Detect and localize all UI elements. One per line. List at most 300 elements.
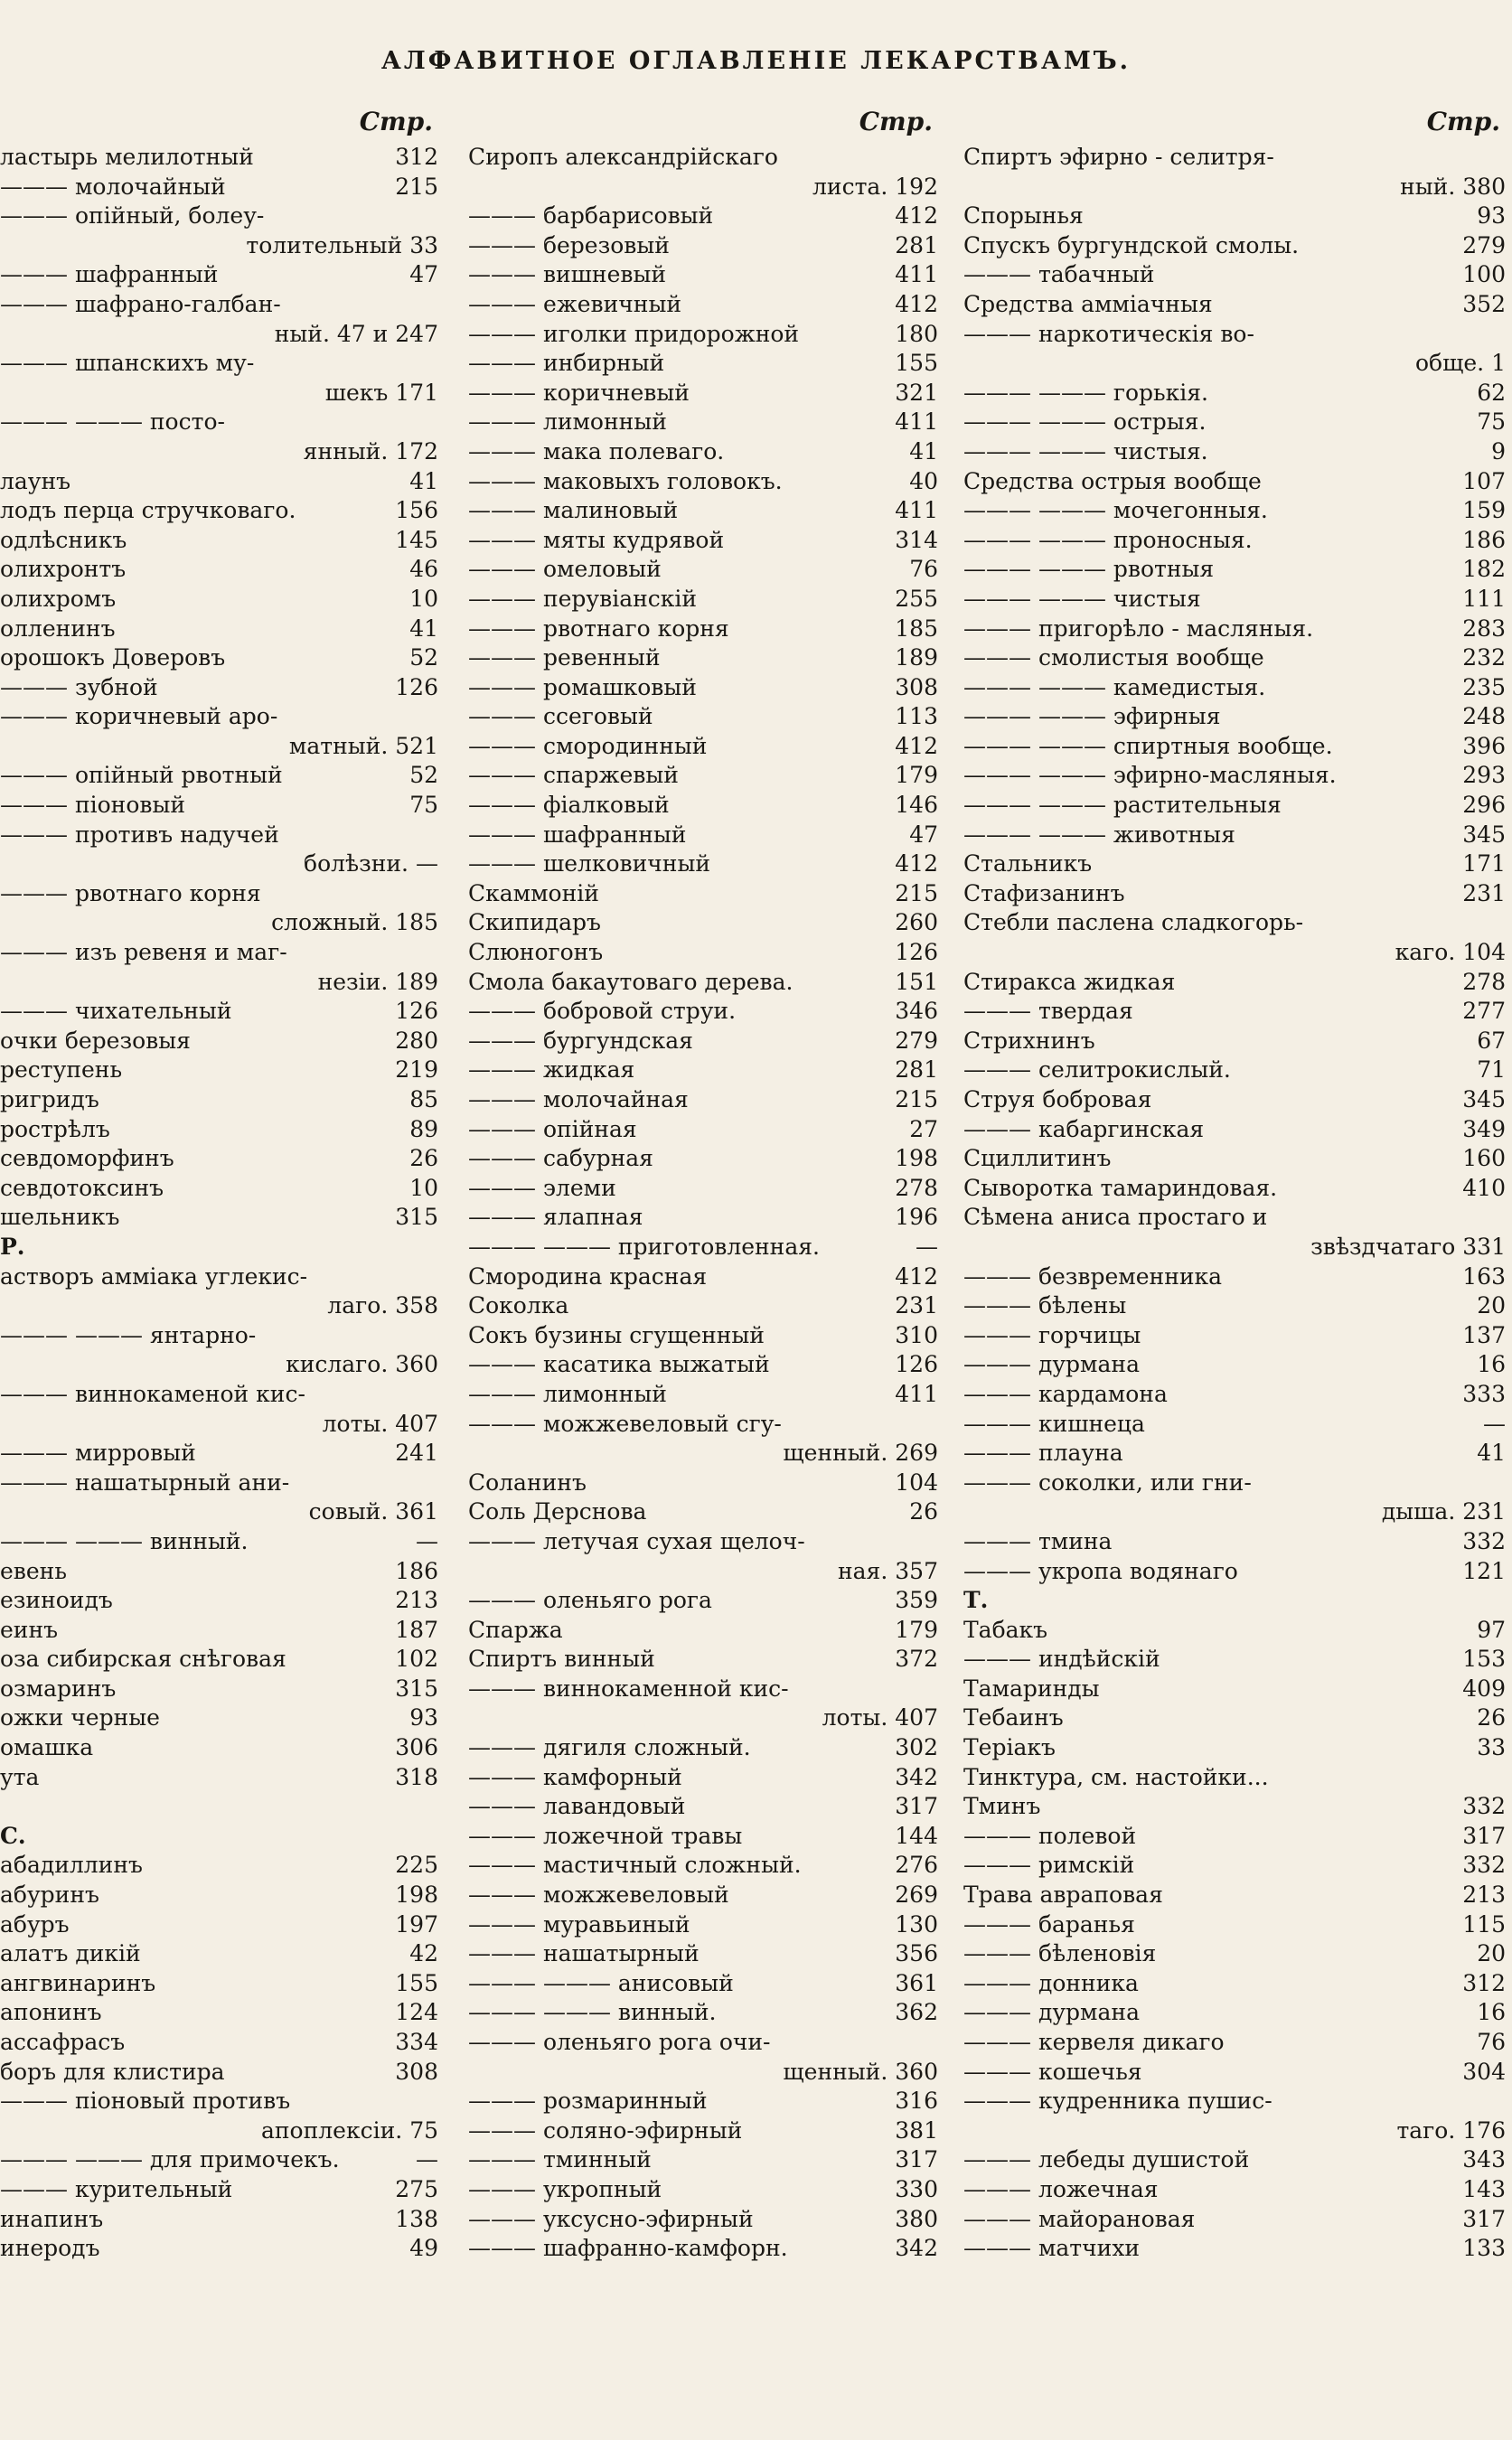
entry-text: севдоморфинъ [0, 1145, 174, 1172]
entry-text: ——— горчицы [963, 1321, 1141, 1348]
entry-text: шекъ [324, 379, 389, 406]
index-entry [963, 1056, 1506, 1085]
entry-text: ——— ложечная [963, 2175, 1159, 2202]
index-entry [468, 496, 938, 526]
index-entry [963, 1527, 1506, 1557]
index-entry [468, 290, 938, 320]
entry-text: олихромъ [0, 585, 117, 612]
page-number: 107 [1462, 467, 1506, 494]
entry-text: ——— индѣйскій [963, 1646, 1160, 1673]
page-number: 396 [1462, 732, 1506, 759]
index-entry [0, 1910, 438, 1940]
entry-text: лаго. [327, 1292, 389, 1319]
entry-text: ——— укропный [468, 2175, 662, 2202]
index-entry [0, 1203, 438, 1233]
index-entry [0, 496, 438, 526]
index-entry [963, 437, 1506, 467]
entry-text: ——— лебеды душистой [963, 2146, 1250, 2173]
index-entry [0, 2028, 438, 2058]
entry-text: ——— виннокаменой кис- [0, 1380, 305, 1407]
page-number: 409 [1462, 1675, 1506, 1702]
entry-text: ——— укропа водянаго [963, 1557, 1238, 1584]
index-entry [468, 1233, 938, 1262]
page-number: 52 [409, 644, 438, 671]
index-entry [963, 1792, 1506, 1822]
entry-text: ——— шафрано-галбан- [0, 290, 281, 317]
entry-text: ——— кабаргинская [963, 1115, 1205, 1142]
index-entry [0, 938, 438, 968]
entry-text: ——— твердая [963, 998, 1133, 1025]
index-entry [468, 2205, 938, 2235]
page-number: 312 [395, 144, 438, 170]
page-number: 179 [895, 762, 938, 789]
index-entry [0, 1881, 438, 1910]
entry-text: олихронтъ [0, 556, 127, 583]
page-number: 277 [1462, 998, 1506, 1025]
index-entry [468, 908, 938, 938]
entry-text: ——— виннокаменной кис- [468, 1675, 789, 1702]
page-number: 247 [395, 320, 438, 347]
entry-text: ——— летучая сухая щелоч- [468, 1527, 805, 1554]
entry-text: лоты. [322, 1410, 389, 1437]
index-entry [0, 320, 438, 350]
page-number: 412 [895, 1262, 938, 1290]
page-number: 306 [395, 1734, 438, 1761]
index-entry [468, 1439, 938, 1469]
entry-text: шельникъ [0, 1204, 120, 1231]
index-entry [963, 1027, 1506, 1056]
entry-text: Стрихнинъ [963, 1027, 1095, 1054]
page-number: 357 [895, 1557, 938, 1584]
index-entry [468, 1497, 938, 1527]
entry-text: ——— коричневый [468, 379, 690, 406]
index-entry [468, 2058, 938, 2088]
index-entry [0, 1174, 438, 1204]
entry-text: ——— опійный, болеу- [0, 202, 265, 230]
index-entry [963, 349, 1506, 379]
page-number: 312 [1462, 1969, 1506, 1996]
page-column-label: Стр. [859, 107, 933, 136]
page-number: 144 [895, 1822, 938, 1849]
page-number: 97 [1477, 1616, 1506, 1643]
index-entry [0, 1586, 438, 1616]
page-number: — [416, 2146, 438, 2173]
index-entry [0, 732, 438, 762]
page-number: 197 [395, 1910, 438, 1938]
page-number: 411 [895, 261, 938, 288]
index-entry [963, 968, 1506, 998]
index-entry [468, 1586, 938, 1616]
page-number: 20 [1477, 1292, 1506, 1319]
index-entry [963, 526, 1506, 556]
page-number: 75 [409, 2116, 438, 2144]
page-number: 185 [395, 909, 438, 936]
entry-text: ——— ——— чистыя [963, 585, 1201, 612]
index-entry [0, 349, 438, 379]
index-entry [963, 1616, 1506, 1646]
index-entry [468, 1910, 938, 1940]
index-entry [468, 2116, 938, 2146]
entry-text: ——— кардамона [963, 1380, 1168, 1407]
index-entry [0, 791, 438, 821]
index-entry [963, 1410, 1506, 1440]
page-number: 317 [895, 2146, 938, 2173]
page-number: 362 [895, 1999, 938, 2026]
index-entry [0, 2116, 438, 2146]
index-entry [0, 1410, 438, 1440]
index-column-3 [963, 107, 1506, 2264]
page-number: 278 [895, 1174, 938, 1201]
page-column-label: Стр. [359, 107, 433, 136]
page-number: 293 [1462, 762, 1506, 789]
page-number: — [416, 850, 438, 877]
index-entry [0, 1763, 438, 1793]
page-number: 215 [895, 1086, 938, 1112]
index-entry [468, 1733, 938, 1763]
entry-text: ——— ялапная [468, 1204, 643, 1231]
page-number: 133 [1462, 2235, 1506, 2262]
entry-text: ——— наркотическія во- [963, 320, 1254, 347]
index-entry [963, 1822, 1506, 1852]
entry-text: ——— ложечной травы [468, 1822, 743, 1849]
entry-text: ——— римскій [963, 1852, 1135, 1879]
page-number: 255 [895, 585, 938, 612]
page-number: 75 [409, 792, 438, 819]
page-number: 189 [395, 968, 438, 995]
page-title: АЛФАВИТНОЕ ОГЛАВЛЕНІЕ ЛЕКАРСТВАМЪ. [380, 47, 1132, 75]
page-number: 33 [409, 231, 438, 258]
entry-text: ——— шафранный [468, 821, 687, 848]
page-number: 310 [895, 1321, 938, 1348]
page-number: 412 [895, 850, 938, 877]
entry-text: ——— малиновый [468, 497, 679, 524]
index-entry [963, 143, 1506, 173]
index-entry [468, 821, 938, 850]
page-number: 241 [395, 1440, 438, 1467]
index-entry [0, 1969, 438, 1999]
page-number: 215 [895, 879, 938, 906]
entry-text: ассафрасъ [0, 2029, 126, 2055]
entry-text: ——— тминный [468, 2146, 652, 2173]
entry-text: Смородина красная [468, 1262, 708, 1290]
page-number: 330 [895, 2175, 938, 2202]
entry-text: ——— ——— приготовленная. [468, 1233, 820, 1260]
entry-text: ——— тмина [963, 1527, 1113, 1554]
entry-text: озмаринъ [0, 1675, 117, 1702]
entry-text: ——— уксусно-эфирный [468, 2205, 754, 2232]
page-number: 345 [1462, 821, 1506, 848]
index-entry [468, 1703, 938, 1733]
entry-text: ——— ——— проносныя. [963, 526, 1253, 553]
entry-text: Стальникъ [963, 850, 1093, 877]
entry-text: ——— ——— анисовый [468, 1969, 734, 1996]
entry-text: Спускъ бургундской смолы. [963, 231, 1300, 258]
index-entry [0, 1497, 438, 1527]
entry-text: Сиропъ александрійскаго [468, 144, 778, 170]
index-entry [468, 1085, 938, 1115]
index-entry [468, 997, 938, 1027]
section-letter [963, 1586, 1506, 1616]
index-entry [963, 879, 1506, 909]
page-number: 189 [895, 644, 938, 671]
index-entry [0, 1027, 438, 1056]
index-entry [468, 437, 938, 467]
page-number: 171 [395, 379, 438, 406]
entry-text: Сциллитинъ [963, 1145, 1112, 1172]
page-number: 361 [895, 1969, 938, 1996]
page-number: 380 [1462, 173, 1506, 200]
entry-text: ——— ревенный [468, 644, 661, 671]
page-number: 317 [1462, 1822, 1506, 1849]
entry-text: ——— коричневый аро- [0, 703, 278, 730]
index-entry [468, 615, 938, 644]
index-entry [468, 732, 938, 762]
page-number: 269 [895, 1440, 938, 1467]
entry-text: ——— ссеговый [468, 703, 653, 730]
entry-text: ——— мака полеваго. [468, 437, 725, 465]
entry-text: ——— ——— мочегонныя. [963, 497, 1268, 524]
page-number: 260 [895, 909, 938, 936]
index-entry [0, 702, 438, 732]
entry-text: ——— ——— растительныя [963, 792, 1282, 819]
index-entry [0, 2145, 438, 2175]
entry-text: болѣзни. [304, 850, 409, 877]
entry-text: ластырь мелилотный [0, 144, 254, 170]
index-entry [0, 1350, 438, 1380]
page-number: 172 [395, 437, 438, 465]
page-number: 411 [895, 408, 938, 436]
entry-text: щенный. [783, 1440, 888, 1467]
index-entry [0, 1733, 438, 1763]
page-number: 93 [409, 1704, 438, 1731]
index-entry [0, 1851, 438, 1881]
entry-text: боръ для клистира [0, 2058, 225, 2085]
index-entry [963, 643, 1506, 673]
index-entry [0, 1439, 438, 1469]
index-entry [468, 1056, 938, 1085]
page-number: 93 [1477, 202, 1506, 230]
entry-text: Стиракса жидкая [963, 968, 1176, 995]
page-number: 349 [1462, 1115, 1506, 1142]
page-number: 279 [895, 1027, 938, 1054]
entry-text: ——— кудренника пушис- [963, 2088, 1273, 2115]
entry-text: абуринъ [0, 1882, 99, 1909]
page-number: 412 [895, 732, 938, 759]
index-entry [963, 1233, 1506, 1262]
entry-text: ——— можжевеловый сгу- [468, 1410, 782, 1437]
index-entry [468, 673, 938, 703]
entry-text: ——— рвотнаго корня [468, 615, 729, 642]
entry-text: ——— сабурная [468, 1145, 653, 1172]
index-entry [963, 1350, 1506, 1380]
entry-text: оза сибирская снѣговая [0, 1646, 286, 1673]
entry-text: ——— селитрокислый. [963, 1056, 1231, 1084]
index-entry [963, 2087, 1506, 2116]
page-number: 275 [395, 2175, 438, 2202]
entry-text: Сыворотка тамариндовая. [963, 1174, 1278, 1201]
entry-text: Спорынья [963, 202, 1084, 230]
index-entry [963, 1703, 1506, 1733]
page-number: 42 [409, 1940, 438, 1967]
index-entry [963, 2205, 1506, 2235]
index-entry [468, 1144, 938, 1174]
page-number: 198 [895, 1145, 938, 1172]
page-number: 176 [1462, 2116, 1506, 2144]
entry-text: ——— кошечья [963, 2058, 1142, 2085]
index-entry [468, 761, 938, 791]
entry-text: реступень [0, 1056, 123, 1084]
page-number: 182 [1462, 556, 1506, 583]
index-entry [468, 702, 938, 732]
index-entry [468, 260, 938, 290]
page-number: 186 [1462, 526, 1506, 553]
index-entry [0, 585, 438, 615]
page-number: 156 [395, 497, 438, 524]
entry-text: ——— шелковичный [468, 850, 711, 877]
entry-text: обще. [1415, 350, 1485, 377]
entry-text: ——— шпанскихъ му- [0, 350, 255, 377]
index-entry [963, 1881, 1506, 1910]
page-number: 213 [1462, 1882, 1506, 1909]
page-number: 20 [1477, 1940, 1506, 1967]
page-number: 130 [895, 1910, 938, 1938]
index-entry [0, 467, 438, 497]
index-entry [963, 1115, 1506, 1145]
entry-text: одлѣсникъ [0, 526, 127, 553]
entry-text: ——— лимонный [468, 1380, 667, 1407]
index-entry [468, 1115, 938, 1145]
index-entry [0, 260, 438, 290]
index-entry [0, 408, 438, 437]
index-entry [963, 1939, 1506, 1969]
page-number: 332 [1462, 1793, 1506, 1820]
section-letter [0, 1822, 438, 1852]
page-number: 10 [409, 585, 438, 612]
index-entry [963, 732, 1506, 762]
entry-text: ангвинаринъ [0, 1969, 156, 1996]
entry-text: Слюногонъ [468, 939, 604, 966]
index-entry [468, 173, 938, 202]
entry-text: ——— плауна [963, 1440, 1123, 1467]
index-entry [468, 408, 938, 437]
index-entry [0, 1557, 438, 1587]
entry-text: ——— соляно-эфирный [468, 2116, 743, 2144]
index-entry [963, 1144, 1506, 1174]
entry-text: ——— ——— горькія. [963, 379, 1208, 406]
entry-text: ——— элеми [468, 1174, 616, 1201]
index-entry [963, 173, 1506, 202]
index-entry [468, 526, 938, 556]
page-number: 342 [895, 1763, 938, 1790]
index-entry [963, 2145, 1506, 2175]
page-number: 317 [1462, 2205, 1506, 2232]
index-column-1 [0, 107, 438, 2264]
index-entry [0, 761, 438, 791]
page-number: 316 [895, 2088, 938, 2115]
entry-text: Средства острыя вообще [963, 467, 1262, 494]
index-entry [468, 791, 938, 821]
index-entry [963, 260, 1506, 290]
index-entry [468, 320, 938, 350]
page-number: 47 [409, 261, 438, 288]
entry-text: езиноидъ [0, 1587, 113, 1614]
index-entry [468, 1792, 938, 1822]
index-entry [468, 349, 938, 379]
page-number: 412 [895, 202, 938, 230]
entry-text: лаунъ [0, 467, 71, 494]
page-number: 278 [1462, 968, 1506, 995]
page-number: 126 [395, 998, 438, 1025]
entry-text: ——— чихательный [0, 998, 232, 1025]
entry-text: инапинъ [0, 2205, 104, 2232]
index-entry [0, 615, 438, 644]
entry-text: ——— соколки, или гни- [963, 1469, 1252, 1496]
page-number: 104 [895, 1469, 938, 1496]
page-number: 332 [1462, 1852, 1506, 1879]
entry-text: олленинъ [0, 615, 116, 642]
entry-text: ——— мяты кудрявой [468, 526, 725, 553]
page-number: 16 [1477, 1999, 1506, 2026]
entry-text: абадиллинъ [0, 1852, 143, 1879]
page-number: 380 [895, 2205, 938, 2232]
index-entry [0, 2234, 438, 2264]
index-entry [963, 702, 1506, 732]
entry-text: ——— барбарисовый [468, 202, 714, 230]
index-entry [468, 968, 938, 998]
entry-text: кислаго. [286, 1351, 389, 1378]
entry-text: С. [0, 1822, 26, 1849]
page-number: 372 [895, 1646, 938, 1673]
entry-text: ——— зубной [0, 673, 158, 700]
index-entry [468, 143, 938, 173]
entry-text: ——— изъ ревеня и маг- [0, 939, 287, 966]
index-entry [0, 1291, 438, 1321]
entry-text: лоты. [822, 1704, 888, 1731]
index-entry [963, 202, 1506, 231]
entry-text: ——— ——— рвотныя [963, 556, 1215, 583]
index-entry [468, 585, 938, 615]
page-number: 26 [1477, 1704, 1506, 1731]
index-entry [0, 202, 438, 231]
page-number: 33 [1477, 1734, 1506, 1761]
page-number: 16 [1477, 1351, 1506, 1378]
page-number: 143 [1462, 2175, 1506, 2202]
page-number: 186 [395, 1557, 438, 1584]
index-entry [963, 1998, 1506, 2028]
index-entry [468, 467, 938, 497]
page-number: 126 [395, 673, 438, 700]
page-number: 115 [1462, 1910, 1506, 1938]
page-number: 196 [895, 1204, 938, 1231]
page-number: 126 [895, 1351, 938, 1378]
page-number: 41 [1477, 1440, 1506, 1467]
entry-text: лодъ перца стручковаго. [0, 497, 296, 524]
index-entry [468, 849, 938, 879]
index-entry [468, 2234, 938, 2264]
entry-text: каго. [1395, 939, 1456, 966]
page-number: 360 [395, 1351, 438, 1378]
entry-text: ——— донника [963, 1969, 1139, 1996]
index-entry [963, 761, 1506, 791]
entry-text: Табакъ [963, 1616, 1048, 1643]
page-number: 9 [1491, 437, 1506, 465]
entry-text: ——— оленьяго рога очи- [468, 2029, 771, 2055]
page-number: 321 [895, 379, 938, 406]
page-number: 41 [909, 437, 938, 465]
entry-text: ——— инбирный [468, 350, 665, 377]
index-entry [963, 673, 1506, 703]
entry-text: Стебли паслена сладкогорь- [963, 909, 1304, 936]
